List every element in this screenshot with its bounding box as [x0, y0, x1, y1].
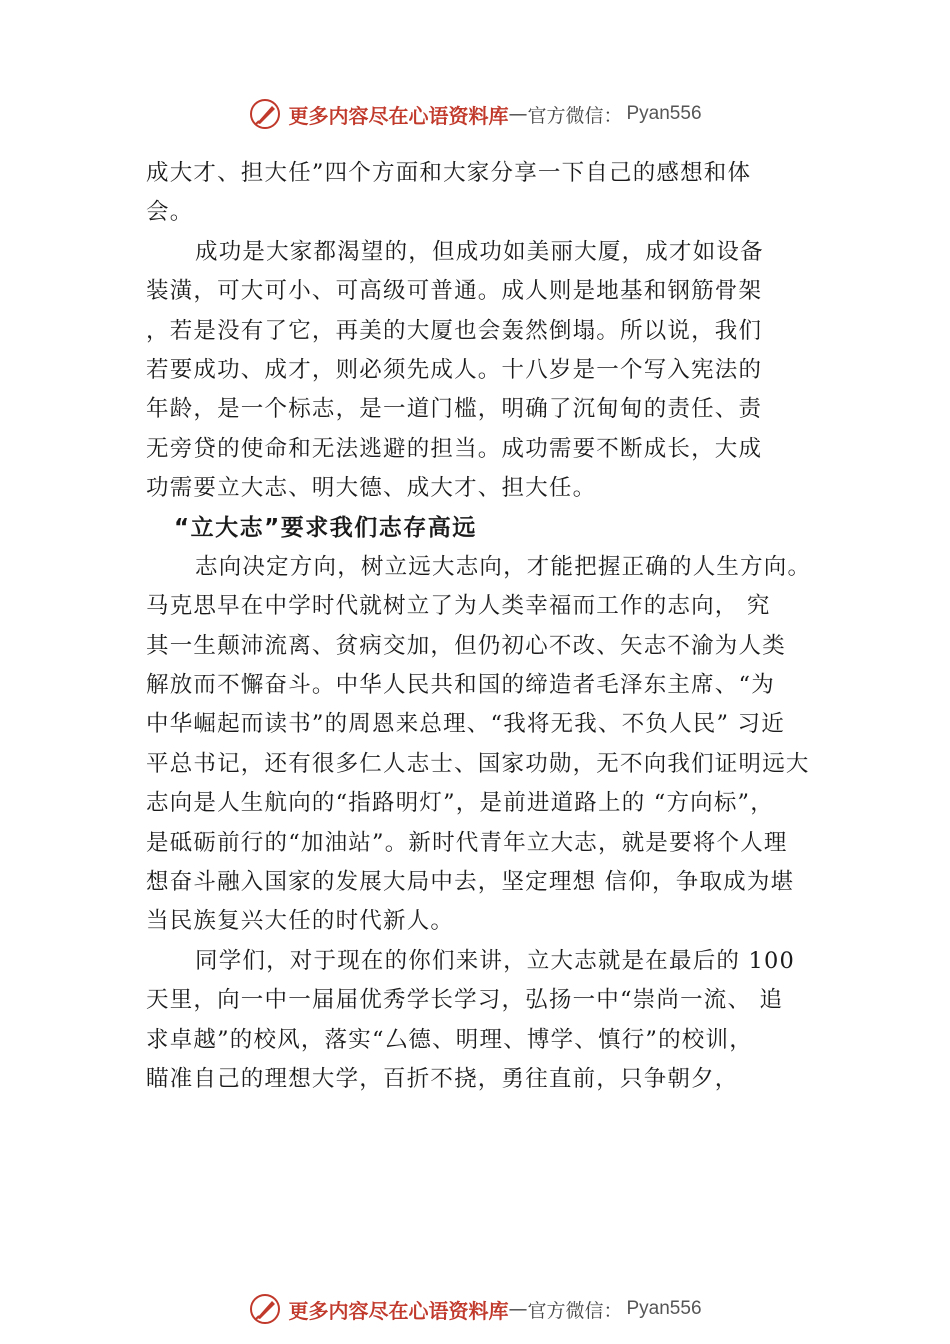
text-line: 瞄准自己的理想大学，百折不挠，勇往直前，只争朝夕，	[146, 1065, 739, 1092]
header-dash: —	[508, 103, 528, 125]
text-line: 若要成功、成才，则必须先成人。十八岁是一个写入宪法的	[146, 356, 763, 383]
text-line: 想奋斗融入国家的发展大局中去，坚定理想 信仰，争取成为堪	[146, 869, 795, 896]
paragraph-start: 志向决定方向，树立远大志向，才能把握正确的人生方向。	[195, 553, 812, 580]
text-line: 中华崛起而读书”的周恩来总理、“我将无我、不负人民” 习近	[146, 711, 785, 738]
text-line: 平总书记，还有很多仁人志士、国家功勋，无不向我们证明远大	[146, 750, 810, 777]
paragraph-start: 同学们，对于现在的你们来讲，立大志就是在最后的 100	[195, 947, 795, 974]
text-line: 成大才、担大任”四个方面和大家分享一下自己的感想和体	[146, 160, 752, 186]
header-label: 官方微信：	[527, 104, 623, 127]
text-line: 其一生颠沛流离、贫病交加，但仍初心不改、矢志不渝为人类	[146, 632, 786, 659]
text-line: 马克思早在中学时代就树立了为人类幸福而工作的志向， 究	[146, 593, 771, 620]
text-line: 年龄，是一个标志，是一道门槛，明确了沉甸甸的责任、责	[146, 396, 763, 423]
text-line: 解放而不懈奋斗。中华人民共和国的缔造者毛泽东主席、“为	[146, 672, 775, 699]
text-line: 功需要立大志、明大德、成大才、担大任。	[146, 475, 597, 502]
footer-banner	[0, 1289, 950, 1329]
text-line: 是砥砺前行的“加油站”。新时代青年立大志，就是要将个人理	[146, 829, 788, 856]
text-line: ，若是没有了它，再美的大厦也会轰然倒塌。所以说，我们	[146, 317, 763, 344]
footer-wechat-id: Pyan556	[626, 1298, 702, 1319]
paragraph-start: 成功是大家都渴望的，但成功如美丽大厦，成才如设备	[195, 238, 764, 265]
header-brand: 更多内容尽在心语资料库	[288, 103, 509, 128]
footer-label: 官方微信：	[527, 1299, 623, 1322]
feather-pen-logo-icon	[248, 97, 282, 131]
header-wechat-id: Pyan556	[626, 103, 702, 124]
text-line: 志向是人生航向的“指路明灯”，是前进道路上的 “方向标”，	[146, 790, 774, 817]
text-line: 求卓越”的校风，落实“厶德、明理、博学、慎行”的校训，	[146, 1026, 753, 1053]
text-line: 当民族复兴大任的时代新人。	[146, 908, 455, 935]
text-line: 天里，向一中一届届优秀学长学习，弘扬一中“崇尚一流、 追	[146, 987, 784, 1014]
feather-pen-logo-icon	[248, 1292, 282, 1326]
header-banner	[0, 94, 950, 134]
document-body	[146, 154, 836, 1099]
footer-brand: 更多内容尽在心语资料库	[288, 1298, 509, 1323]
section-heading: “立大志”要求我们志存高远	[174, 514, 477, 541]
footer-dash: —	[508, 1298, 528, 1320]
text-line: 会。	[146, 199, 194, 226]
text-line: 装潢，可大可小、可高级可普通。成人则是地基和钢筋骨架	[146, 278, 763, 305]
text-line: 无旁贷的使命和无法逃避的担当。成功需要不断成长，大成	[146, 435, 763, 462]
